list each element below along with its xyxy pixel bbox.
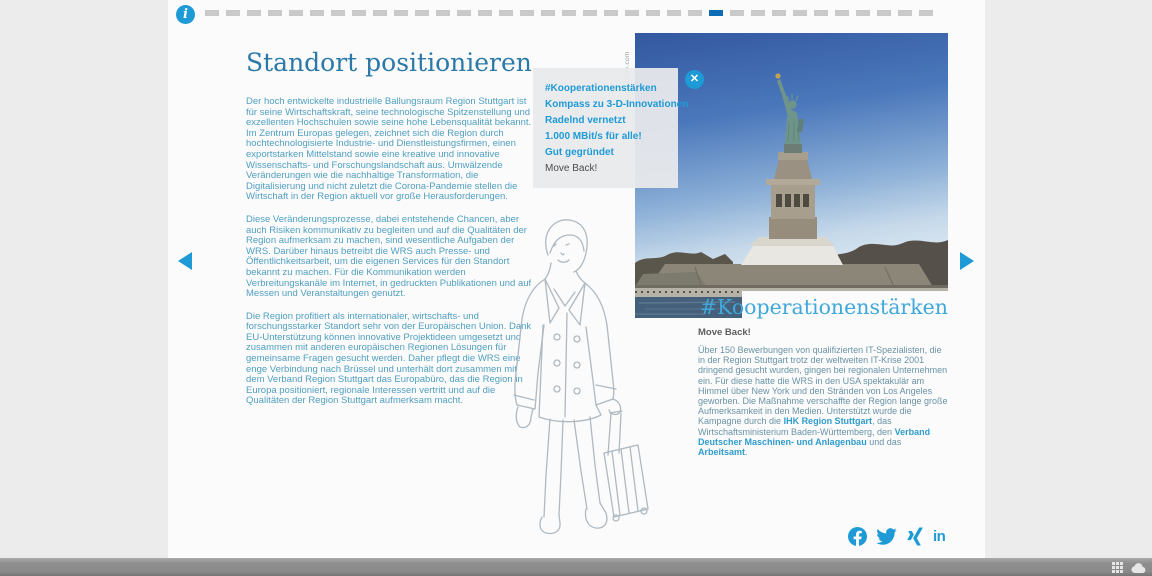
progress-dash[interactable] <box>226 10 240 16</box>
story-text-segment: . <box>745 447 748 458</box>
progress-dash[interactable] <box>604 10 618 16</box>
hashtag-heading-box <box>699 291 948 322</box>
social-share-bar <box>848 527 945 546</box>
progress-dash[interactable] <box>268 10 282 16</box>
progress-dash[interactable] <box>667 10 681 16</box>
linkedin-icon[interactable]: in <box>933 528 946 545</box>
overlay-menu <box>533 68 700 188</box>
xing-icon[interactable] <box>906 527 924 546</box>
next-page-arrow[interactable] <box>960 252 974 270</box>
menu-item-3[interactable]: Radelnd vernetzt <box>545 115 626 126</box>
progress-dash[interactable] <box>856 10 870 16</box>
woman-traveller-illustration <box>488 213 653 550</box>
story-text-segment: , das Wirtschaftsministerium Baden-Württemberg, den <box>698 416 895 437</box>
story-link[interactable]: Arbeitsamt <box>698 447 746 458</box>
progress-dash[interactable] <box>415 10 429 16</box>
cloud-icon[interactable] <box>1131 562 1146 573</box>
progress-dash[interactable] <box>352 10 366 16</box>
progress-dash[interactable] <box>499 10 513 16</box>
progress-dash[interactable] <box>646 10 660 16</box>
progress-dash[interactable] <box>730 10 744 16</box>
progress-dash[interactable] <box>793 10 807 16</box>
menu-item-4[interactable]: 1.000 MBit/s für alle! <box>545 131 642 142</box>
grid-view-icon[interactable] <box>1112 562 1123 573</box>
viewer-bottom-bar <box>0 558 1152 576</box>
progress-dash-active[interactable] <box>709 10 723 16</box>
menu-item-6[interactable]: Move Back! <box>545 163 598 174</box>
story-text-segment: und das <box>866 436 902 447</box>
progress-dash[interactable] <box>394 10 408 16</box>
story-text-segment: Über 150 Bewerbungen von qualifizierten IT-Spezialisten, die in der Region Stuttgart trotz der weltweiten IT-Krise 2001 dringend gesucht wurden, gingen bei regionalen Unternehmen ein. Für diese hatte die WRS in den USA spektakulär am Himmel über New York und den Stränden von Los Angeles geworben. Die Maßnahme verschaffte der Region lange große Aufmerksamkeit in den Medien. Unterstützt wurde die Kampagne durch die <box>698 345 948 427</box>
progress-dash[interactable] <box>478 10 492 16</box>
menu-item-1[interactable]: #Kooperationenstärken <box>545 83 657 94</box>
progress-dash[interactable] <box>457 10 471 16</box>
progress-bar[interactable] <box>205 10 933 16</box>
statue-of-liberty-photo <box>635 33 948 318</box>
progress-dash[interactable] <box>814 10 828 16</box>
progress-dash[interactable] <box>373 10 387 16</box>
story-link[interactable]: IHK Region Stuttgart <box>783 416 873 427</box>
menu-item-5[interactable]: Gut gegründet <box>545 147 614 158</box>
progress-dash[interactable] <box>877 10 891 16</box>
progress-dash[interactable] <box>520 10 534 16</box>
progress-dash[interactable] <box>688 10 702 16</box>
overlay-menu-list <box>545 81 689 177</box>
progress-dash[interactable] <box>583 10 597 16</box>
article-paragraph: Diese Veränderungsprozesse, dabei entstehende Chancen, aber auch Risiken kommunikativ zu begleiten und auf die Qualitäten der Region aufmerksam zu machen, sind wesentliche Aufgaben der WRS. Darüber hinaus betreibt die WRS auch Presse- und Öffentlichkeitsarbeit, um die eigenen Services für den Standort bekannt zu machen. Für die Kommunikation werden Verbreitungskanäle im Internet, in gedruckten Publikationen und auf Messen und Veranstaltungen genutzt. <box>246 213 532 300</box>
story-subheading: Move Back! <box>698 327 751 338</box>
progress-dash[interactable] <box>625 10 639 16</box>
progress-dash[interactable] <box>751 10 765 16</box>
story-column <box>698 327 951 457</box>
progress-dash[interactable] <box>898 10 912 16</box>
content-area <box>168 0 985 558</box>
progress-dash[interactable] <box>331 10 345 16</box>
progress-dash[interactable] <box>772 10 786 16</box>
info-icon[interactable]: i <box>176 5 195 24</box>
story-link[interactable]: Verband Deutscher Maschinen- und Anlagenbau <box>698 426 931 447</box>
menu-item-2[interactable]: Kompass zu 3-D-Innovationen <box>545 99 689 110</box>
progress-dash[interactable] <box>541 10 555 16</box>
facebook-icon[interactable] <box>848 527 867 546</box>
article-paragraph: Die Region profitiert als internationaler, wirtschafts- und forschungsstarker Standort sehr von der Europäischen Union. Dank EU-Unterstützung können innovative Projektideen umgesetzt und zusammen mit anderen europäischen Regionen Lösungen für gemeinsame Fragen gesucht werden. Daher pflegt die WRS eine enge Verbindung nach Brüssel und unterhält dort zusammen mit dem Verband Region Stuttgart das Europabüro, das die Region in Europa positioniert, regionale Interessen vertritt und auf die Qualitäten der Region Stuttgart aufmerksam macht. <box>246 310 532 407</box>
progress-dash[interactable] <box>436 10 450 16</box>
progress-dash[interactable] <box>835 10 849 16</box>
progress-dash[interactable] <box>919 10 933 16</box>
article-paragraph: Der hoch entwickelte industrielle Ballungsraum Region Stuttgart ist für seine Wirtschaftskraft, seine technologische Spitzenstellung und exzellenten Hochschulen sowie seine hohe Lebensqualität bekannt. Im Zentrum Europas gelegen, zeichnet sich die Region durch hochtechnologisierte Industrie- und Dienstleistungsfirmen, einen exportstarken Mittelstand sowie eine kreative und innovative Wissenschafts- und Forschungslandschaft aus. Umwälzende Veränderungen wie die nachhaltige Transformation, die Digitalisierung und nicht zuletzt die Corona-Pandemie stellen die Wirtschaft in der Region aktuell vor große Herausforderungen. <box>246 96 532 203</box>
progress-dash[interactable] <box>562 10 576 16</box>
hashtag-heading: #Kooperationenstärken <box>699 294 948 319</box>
page-title: Standort positionieren <box>246 48 532 77</box>
twitter-icon[interactable] <box>876 528 897 545</box>
story-body <box>698 345 951 457</box>
progress-dash[interactable] <box>205 10 219 16</box>
progress-dash[interactable] <box>247 10 261 16</box>
progress-dash[interactable] <box>310 10 324 16</box>
previous-page-arrow[interactable] <box>178 252 192 270</box>
progress-dash[interactable] <box>289 10 303 16</box>
close-icon[interactable]: ✕ <box>685 70 704 89</box>
